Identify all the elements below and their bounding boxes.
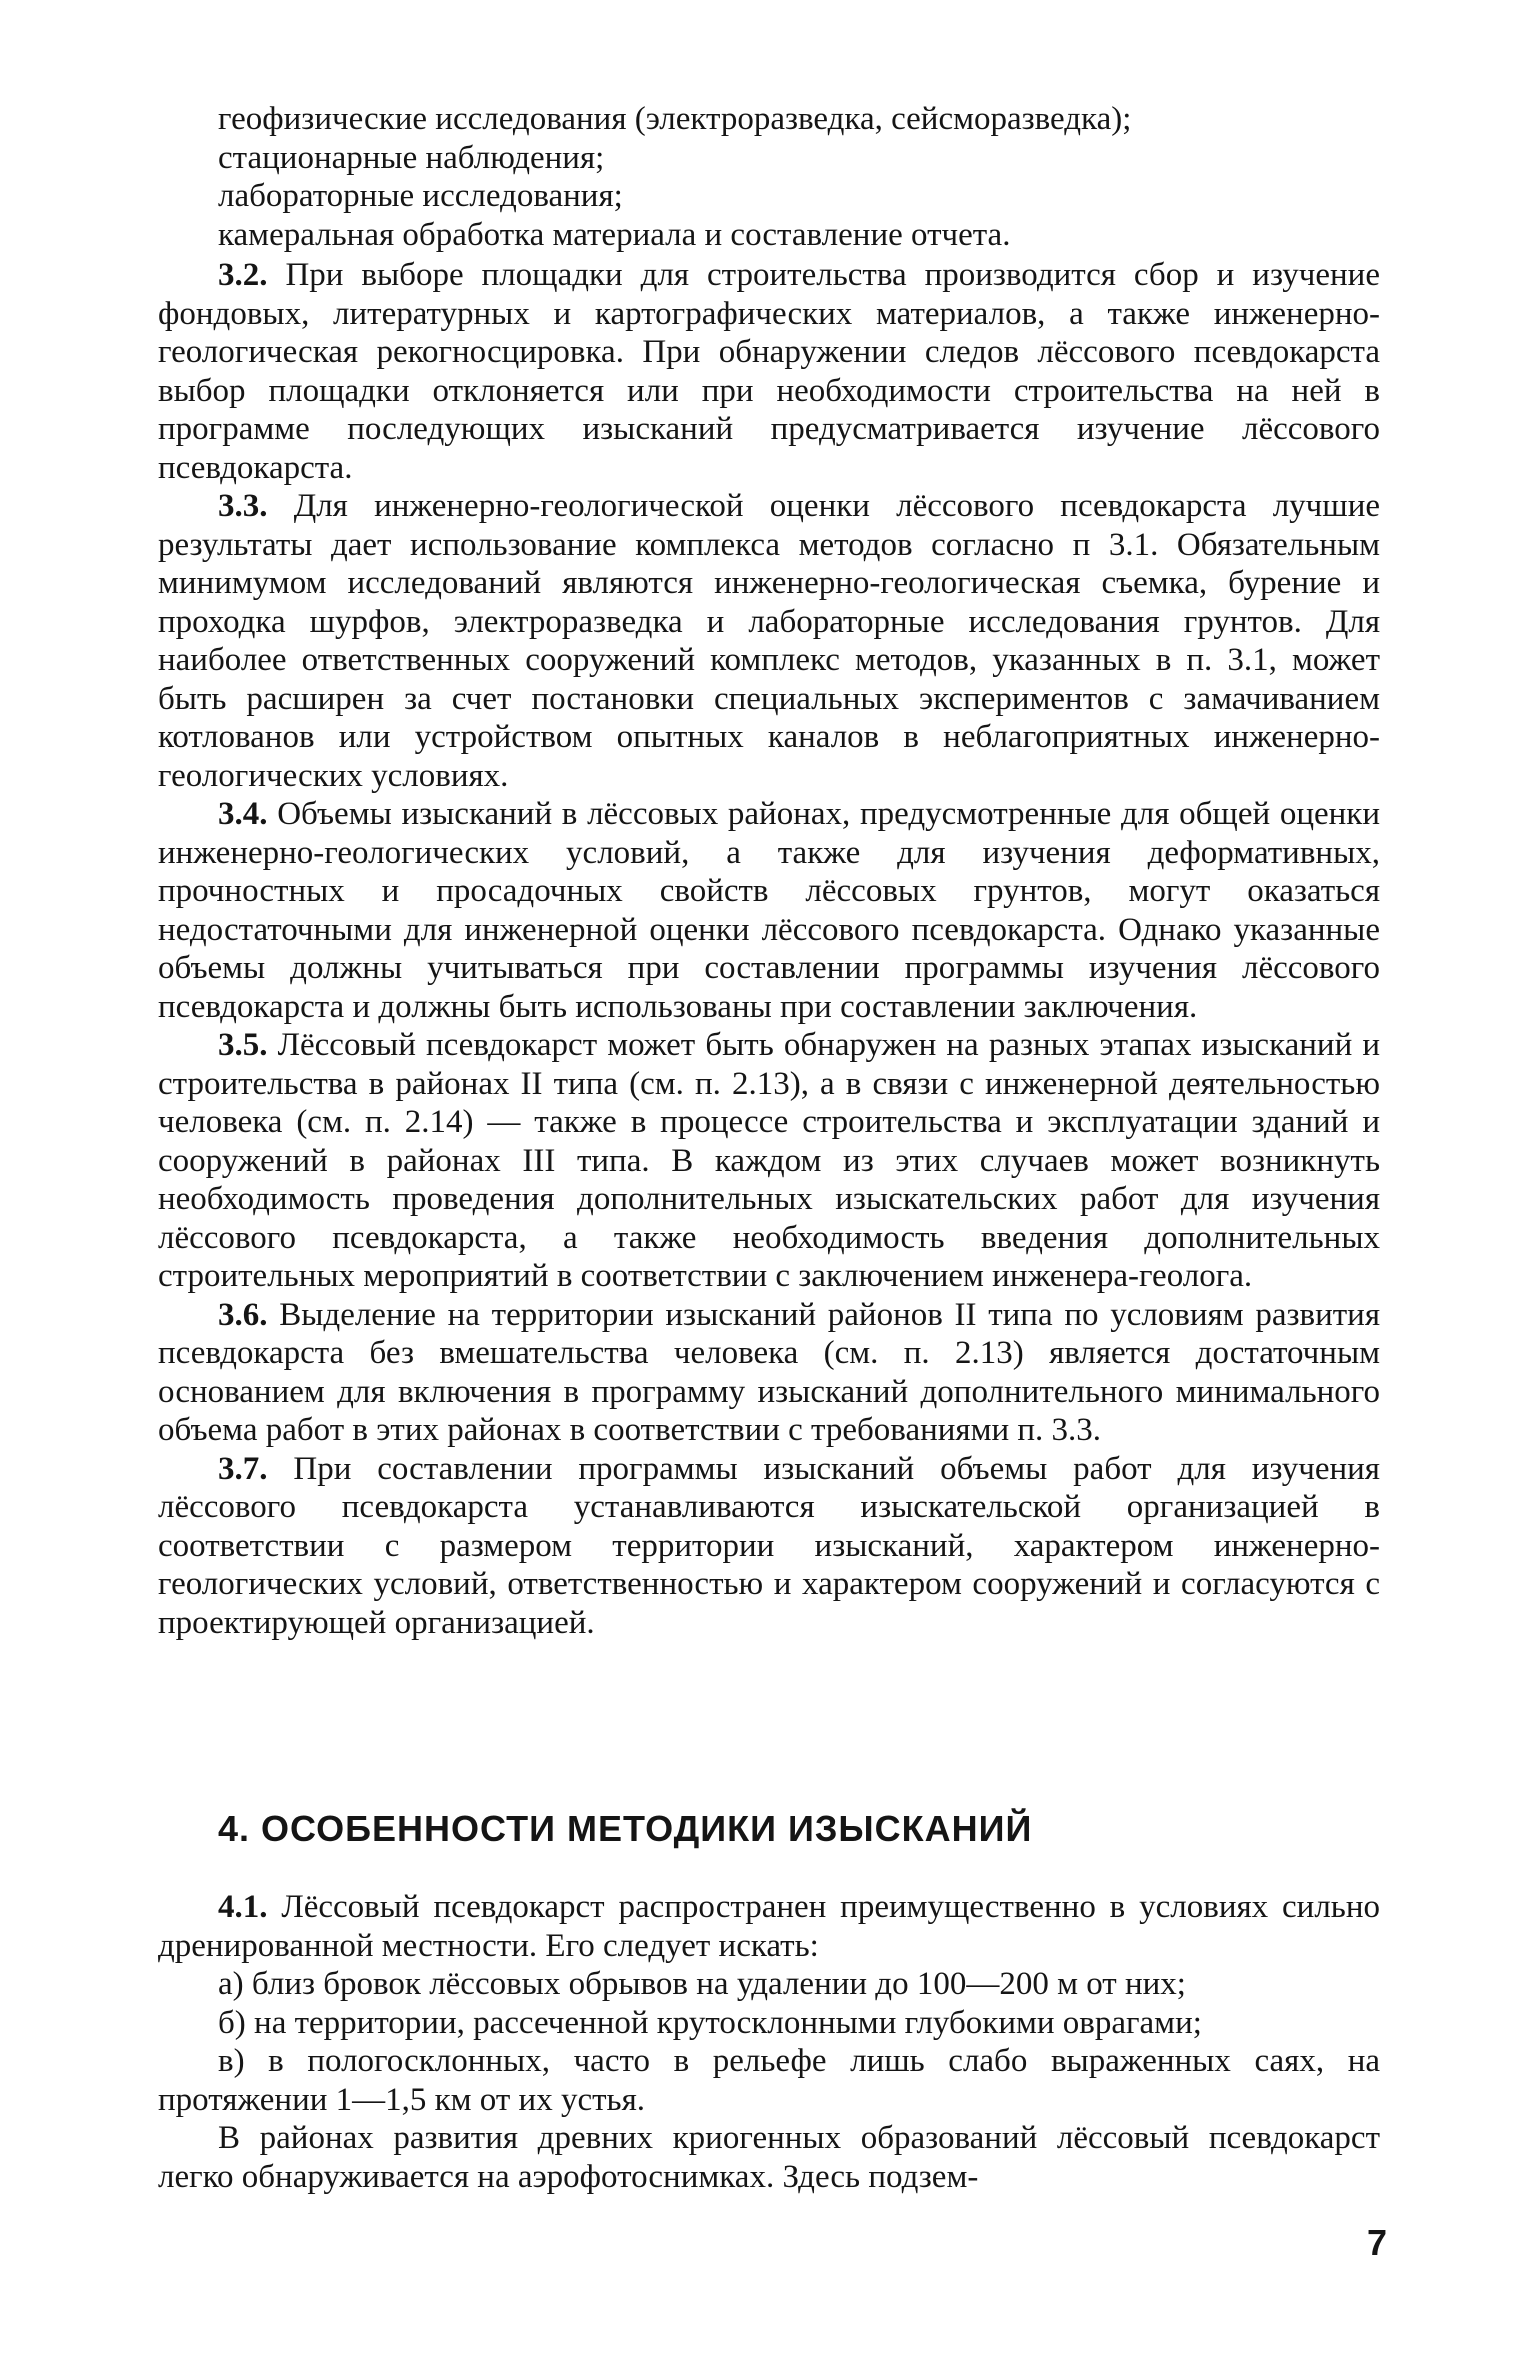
paragraph-3-6 xyxy=(158,1296,1380,1450)
paragraph-text: Выделение на территории изысканий районов II типа по условиям развития псевдокарста без вмешательства человека (см. п. 2.13) является достаточным основанием для включения в программу изысканий дополнительного минимального объема работ в этих районах в соответствии с требованиями п. 3.3. xyxy=(158,1296,1381,1448)
list-item: в) в пологосклонных, часто в рельефе лишь слабо выраженных саях, на протяжении 1—1,5 км от их устья. xyxy=(158,2043,1380,2118)
section-heading: 4. ОСОБЕННОСТИ МЕТОДИКИ ИЗЫСКАНИЙ xyxy=(218,1808,1033,1849)
paragraph-3-4 xyxy=(158,795,1380,1026)
page-number: 7 xyxy=(1366,2222,1387,2263)
section-4-body xyxy=(158,1888,1380,2196)
paragraph-text: Для инженерно-геологической оценки лёссового псевдокарста лучшие результаты дает использование комплекса методов согласно п 3.1. Обязательным минимумом исследований являются инженерно-геологическая съемка, бурение и проходка шурфов, электроразведка и лабораторные исследования грунтов. Для наиболее ответственных сооружений комплекс методов, указанных в п. 3.1, может быть расширен за счет постановки специальных экспериментов с замачиванием котлованов или устройством опытных каналов в неблагоприятных инженерно-геологических условиях. xyxy=(158,488,1380,794)
paragraph-number: 3.3. xyxy=(218,488,268,524)
paragraph-number: 3.2. xyxy=(218,257,268,293)
paragraph-text: Лёссовый псевдокарст может быть обнаружен на разных этапах изысканий и строительства в районах II типа (см. п. 2.13), а в связи с инженерной деятельностью человека (см. п. 2.14) — также в процессе строительства и эксплуатации зданий и сооружений в районах III типа. В каждом из этих случаев может возникнуть необходимость проведения дополнительных изыскательских работ для изучения лёссового псевдокарста, а также необходимость введения дополнительных строительных мероприятий в соответствии с заключением инженера-геолога. xyxy=(158,1027,1381,1294)
paragraph-number: 3.5. xyxy=(218,1027,268,1063)
intro-line: камеральная обработка материала и составление отчета. xyxy=(218,216,1011,253)
paragraph-number: 3.4. xyxy=(218,796,268,832)
paragraph-number: 3.7. xyxy=(218,1450,268,1487)
list-item: а) близ бровок лёссовых обрывов на удалении до 100—200 м от них; xyxy=(218,1966,1186,2002)
section-3-body xyxy=(158,256,1380,1642)
list-item: б) на территории, рассеченной крутосклонными глубокими оврагами; xyxy=(218,2004,1202,2041)
intro-line: геофизические исследования (электроразведка, сейсморазведка); xyxy=(218,101,1132,137)
paragraph-3-5 xyxy=(158,1026,1380,1296)
paragraph-text: Объемы изысканий в лёссовых районах, предусмотренные для общей оценки инженерно-геологических условий, а также для изучения деформативных, прочностных и просадочных свойств лёссовых грунтов, могут оказаться недостаточными для инженерной оценки лёссового псевдокарста. Однако указанные объемы должны учитываться при составлении программы изучения лёссового псевдокарста и должны быть использованы при составлении заключения. xyxy=(158,796,1380,1025)
paragraph-text: При составлении программы изысканий объемы работ для изучения лёссового псевдокарста устанавливаются изыскательской организацией в соответствии с размером территории изысканий, характером инженерно-геологических условий, ответственностью и характером сооружений и согласуются с проектирующей организацией. xyxy=(158,1450,1380,1641)
paragraph-text: При выборе площадки для строительства производится сбор и изучение фондовых, литературных и картографических материалов, а также инженерно-геологическая рекогносцировка. При обнаружении следов лёссового псевдокарста выбор площадки отклоняется или при необходимости строительства на ней в программе последующих изысканий предусматривается изучение лёссового псевдокарста. xyxy=(158,257,1380,486)
paragraph-number: 4.1. xyxy=(218,1889,268,1925)
paragraph-text: Лёссовый псевдокарст распространен преимущественно в условиях сильно дренированной местности. Его следует искать: xyxy=(158,1889,1380,1964)
intro-list xyxy=(158,100,1380,254)
paragraph-3-7 xyxy=(158,1450,1380,1643)
paragraph-4-1 xyxy=(158,1888,1380,1965)
paragraph-final: В районах развития древних криогенных образований лёссовый псевдокарст легко обнаруживается на аэрофотоснимках. Здесь подзем- xyxy=(158,2120,1380,2195)
paragraph-3-2 xyxy=(158,256,1380,487)
paragraph-number: 3.6. xyxy=(218,1296,268,1333)
paragraph-3-3 xyxy=(158,487,1380,795)
intro-line: лабораторные исследования; xyxy=(218,178,623,214)
intro-line: стационарные наблюдения; xyxy=(218,139,605,176)
